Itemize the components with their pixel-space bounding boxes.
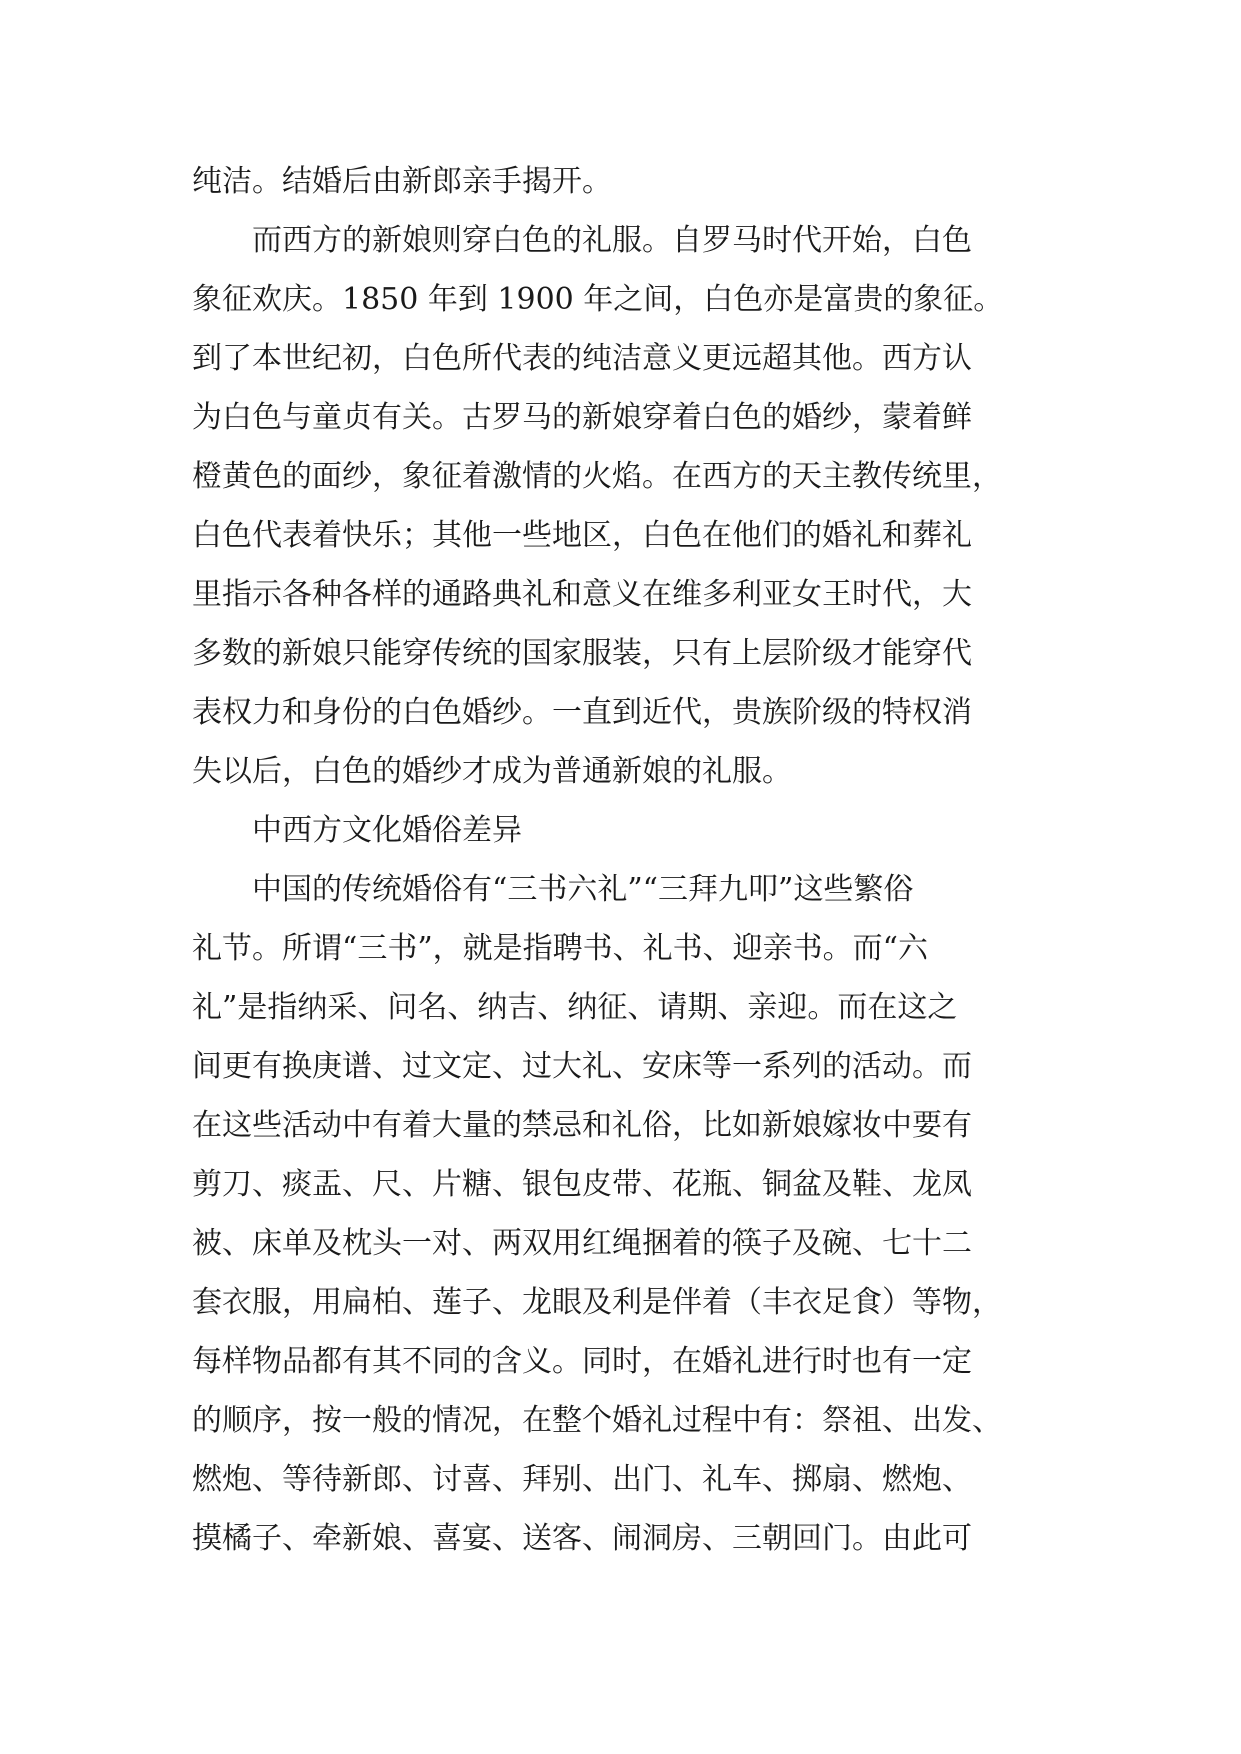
text-line: 象征欢庆。1850 年到 1900 年之间，白色亦是富贵的象征。 xyxy=(192,282,1004,317)
body-text xyxy=(192,152,1052,1568)
text-line: 套衣服，用扁柏、莲子、龙眼及利是伴着（丰衣足食）等物， xyxy=(192,1285,1002,1320)
text-line: 礼节。所谓“三书”，就是指聘书、礼书、迎亲书。而“六 xyxy=(192,931,929,966)
text-line: 被、床单及枕头一对、两双用红绳捆着的筷子及碗、七十二 xyxy=(192,1226,972,1261)
paragraph-start-line: 而西方的新娘则穿白色的礼服。自罗马时代开始，白色 xyxy=(252,223,972,258)
text-line: 失以后，白色的婚纱才成为普通新娘的礼服。 xyxy=(192,754,792,789)
text-line: 为白色与童贞有关。古罗马的新娘穿着白色的婚纱，蒙着鲜 xyxy=(192,400,972,435)
text-line: 礼”是指纳采、问名、纳吉、纳征、请期、亲迎。而在这之 xyxy=(192,990,958,1025)
text-line: 白色代表着快乐；其他一些地区，白色在他们的婚礼和葬礼 xyxy=(192,518,972,553)
text-line: 剪刀、痰盂、尺、片糖、银包皮带、花瓶、铜盆及鞋、龙凤 xyxy=(192,1167,972,1202)
paragraph-start-line: 中国的传统婚俗有“三书六礼”“三拜九叩”这些繁俗 xyxy=(252,872,914,907)
text-line: 纯洁。结婚后由新郎亲手揭开。 xyxy=(192,164,612,199)
text-line: 多数的新娘只能穿传统的国家服装，只有上层阶级才能穿代 xyxy=(192,636,972,671)
text-line: 燃炮、等待新郎、讨喜、拜别、出门、礼车、掷扇、燃炮、 xyxy=(192,1462,972,1497)
text-line: 里指示各种各样的通路典礼和意义在维多利亚女王时代，大 xyxy=(192,577,972,612)
section-heading: 中西方文化婚俗差异 xyxy=(252,813,522,848)
text-line: 的顺序，按一般的情况，在整个婚礼过程中有：祭祖、出发、 xyxy=(192,1403,1002,1438)
text-line: 到了本世纪初，白色所代表的纯洁意义更远超其他。西方认 xyxy=(192,341,972,376)
text-line: 间更有换庚谱、过文定、过大礼、安床等一系列的活动。而 xyxy=(192,1049,972,1084)
text-line: 表权力和身份的白色婚纱。一直到近代，贵族阶级的特权消 xyxy=(192,695,972,730)
text-line: 摸橘子、牵新娘、喜宴、送客、闹洞房、三朝回门。由此可 xyxy=(192,1521,972,1556)
text-line: 每样物品都有其不同的含义。同时，在婚礼进行时也有一定 xyxy=(192,1344,972,1379)
text-line: 橙黄色的面纱，象征着激情的火焰。在西方的天主教传统里， xyxy=(192,459,1002,494)
text-line: 在这些活动中有着大量的禁忌和礼俗，比如新娘嫁妆中要有 xyxy=(192,1108,972,1143)
